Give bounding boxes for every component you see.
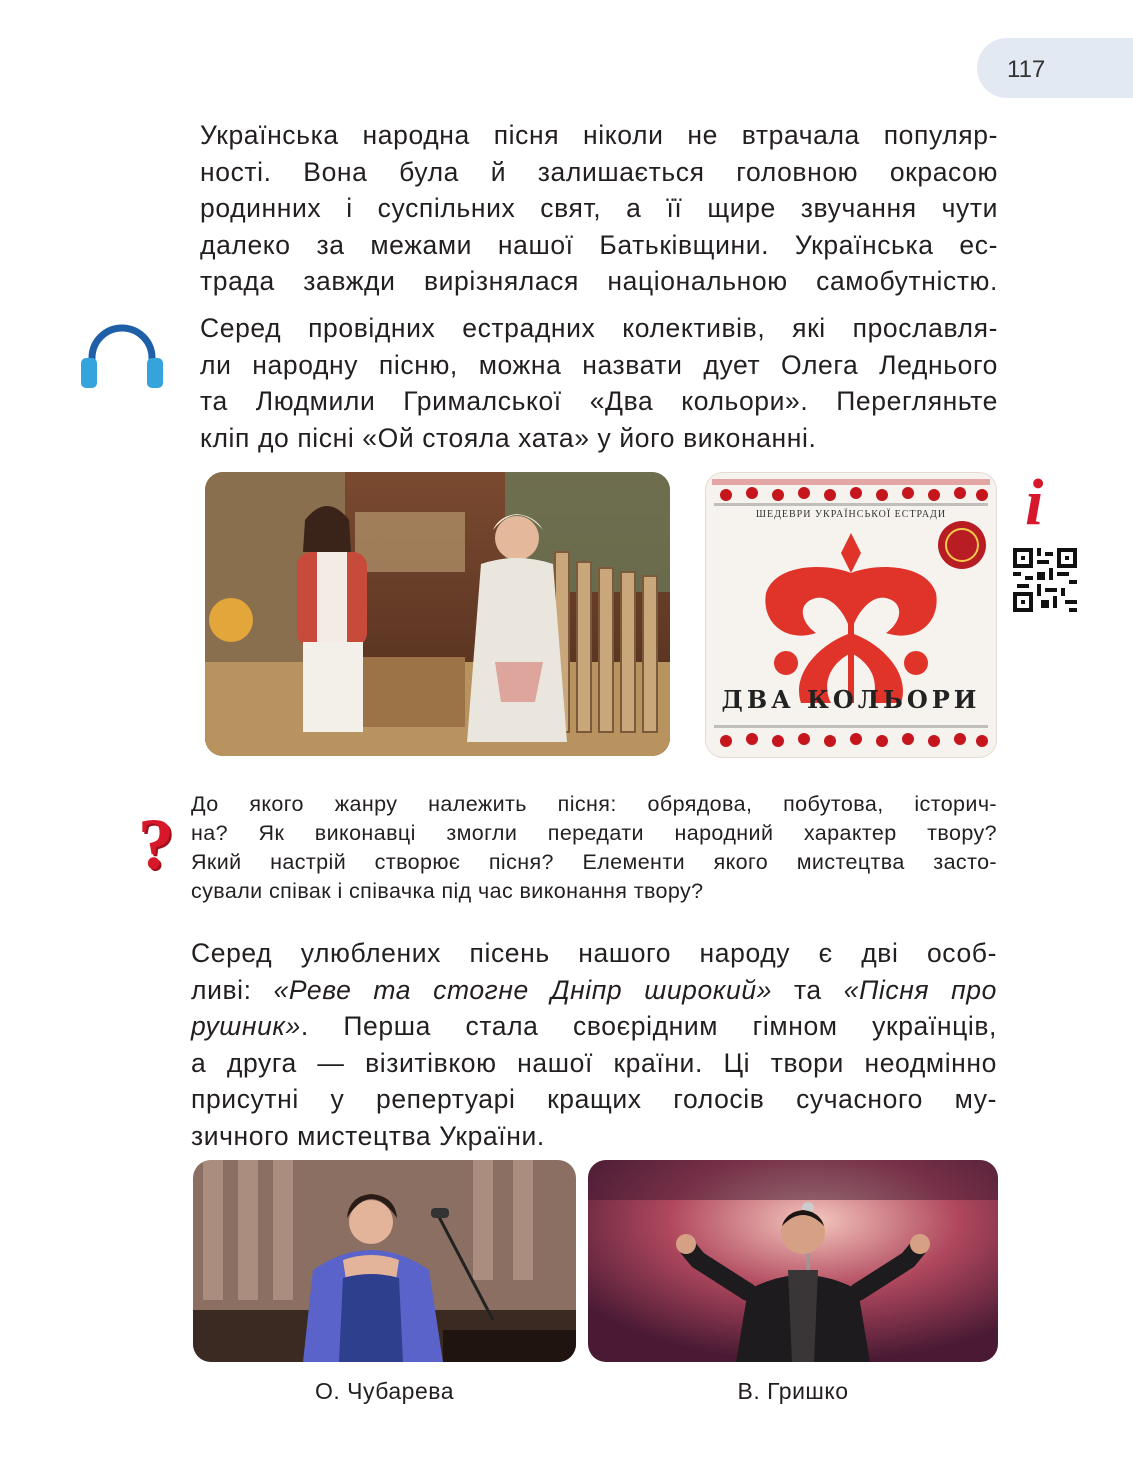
qr-code[interactable] — [1013, 548, 1077, 612]
text-line — [191, 1008, 997, 1045]
text-line: ли народну пісню, можна назвати дует Олега Леднього — [200, 349, 998, 380]
text-line: Який настрій створює пісня? Елементи якого мистецтва засто- — [191, 850, 997, 874]
page-number: 117 — [1007, 56, 1046, 83]
album-series-label: ШЕДЕВРИ УКРАЇНСЬКОЇ ЕСТРАДИ — [755, 509, 947, 520]
song-title: «Пісня про — [843, 974, 997, 1005]
song-title: рушник» — [191, 1011, 301, 1041]
info-icon: i — [1025, 466, 1044, 539]
text-line: та Людмили Грималської «Два кольори». Перегляньте — [200, 386, 998, 416]
headphones-icon — [78, 322, 166, 390]
text-fragment: та — [772, 974, 844, 1005]
text-line: далеко за межами нашої Батьківщини. Українська ес- — [200, 229, 998, 260]
intro-paragraph — [200, 117, 998, 300]
duo-stage-photo — [205, 472, 670, 756]
listening-paragraph — [200, 310, 998, 456]
text-fragment: . Перша стала своєрідним гімном українців, — [300, 1011, 997, 1041]
question-icon: ? — [138, 804, 174, 884]
chubareva-photo — [193, 1160, 576, 1362]
song-title: «Реве та стогне Дніпр широкий» — [273, 974, 772, 1005]
text-fragment: ливі: — [191, 974, 274, 1005]
text-line: а друга — візитівкою нашої країни. Ці твори неодмінно — [191, 1047, 997, 1078]
hryshko-photo — [588, 1160, 998, 1362]
text-line: на? Як виконавці змогли передати народний характер твору? — [191, 821, 997, 845]
text-line: кліп до пісні «Ой стояла хата» у його виконанні. — [200, 422, 817, 453]
questions-paragraph — [191, 790, 997, 906]
text-line: сували співак і співачка під час виконання твору? — [191, 879, 704, 903]
songs-paragraph — [191, 935, 997, 1154]
text-line: Серед провідних естрадних колективів, які прославля- — [200, 313, 998, 343]
text-line: Українська народна пісня ніколи не втрачала популяр- — [200, 120, 998, 150]
text-line: Серед улюблених пісень нашого народу є дві особ- — [191, 938, 997, 968]
text-line: зичного мистецтва України. — [191, 1120, 545, 1151]
text-line: До якого жанру належить пісня: обрядова, побутова, історич- — [191, 792, 997, 816]
page-number-tab — [977, 38, 1133, 98]
album-cover — [705, 472, 997, 758]
text-line — [191, 972, 997, 1009]
album-title: ДВА КОЛЬОРИ — [721, 685, 981, 714]
text-line: присутні у репертуарі кращих голосів сучасного му- — [191, 1084, 997, 1114]
text-line: ності. Вона була й залишається головною окрасою — [200, 156, 998, 187]
caption-chubareva: О. Чубарева — [314, 1378, 455, 1404]
text-line: родинних і суспільних свят, а її щире звучання чути — [200, 193, 998, 223]
caption-hryshko: В. Гришко — [737, 1378, 849, 1404]
ornament-top — [720, 487, 988, 501]
ornament-bottom — [720, 733, 988, 747]
text-line: трада завжди вирізнялася національною самобутністю. — [200, 266, 998, 296]
